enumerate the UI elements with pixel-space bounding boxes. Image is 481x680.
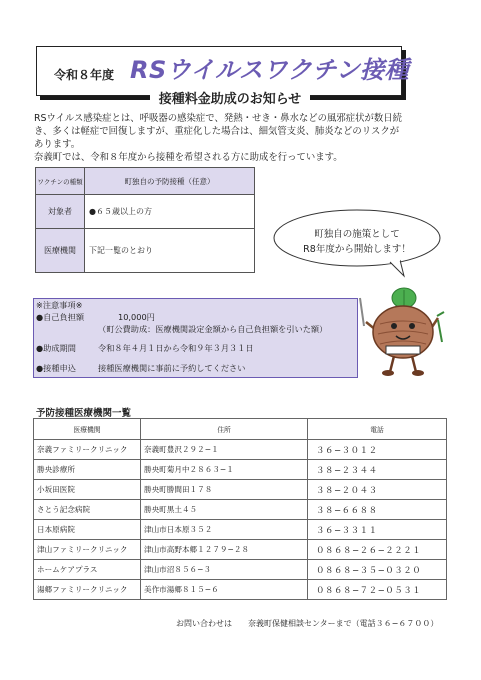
clinic-address: 奈義町豊沢２９２−１ [141,440,308,460]
clinic-list-title: 予防接種医療機関一覧 [36,408,132,419]
clinic-table [33,418,447,600]
col-header-phone: 電話 [308,419,447,440]
table-row [34,460,447,480]
clinic-address: 勝央町黒土４５ [141,500,308,520]
table-row [34,480,447,500]
clinic-phone: ３８−６６８８ [308,500,447,520]
clinic-phone: ０８６８−７２−０５３１ [308,580,447,600]
clinic-name: 勝央診療所 [34,460,141,480]
clinic-phone: ０８６８−３５−０３２０ [308,560,447,580]
intro-line-4: 奈義町では、令和８年度から接種を希望される方に助成を行っています。 [34,152,343,163]
intro-line-3: あります。 [34,139,81,150]
apply-label: ●接種申込 [36,363,76,373]
target-value: ●６５歳以上の方 [85,195,255,229]
clinic-name: 湯郷ファミリークリニック [34,580,141,600]
clinic-phone: ３６−３０１２ [308,440,447,460]
fee-label: ●自己負担額 [36,312,85,322]
apply-value: 接種医療機関に事前に予約してください [98,363,246,373]
col-header-address: 住所 [141,419,308,440]
clinic-address: 津山市日本原３５２ [141,520,308,540]
clinic-phone: ３６−３３１１ [308,520,447,540]
clinic-address: 勝央町菊月中２８６３−１ [141,460,308,480]
banner-year: 令和８年度 [54,68,115,82]
clinic-phone: ０８６８−２６−２２２１ [308,540,447,560]
period-value: 令和８年４月１日から令和９年３月３１日 [98,343,254,353]
col-header-facility: 医療機関 [34,419,141,440]
table-row [34,500,447,520]
facility-value: 下記一覧のとおり [85,229,255,273]
clinic-address: 津山市沼８５６−３ [141,560,308,580]
table-row [34,440,447,460]
mascot-illustration [358,278,448,378]
table-row [34,520,447,540]
clinic-address: 勝央町勝間田１７８ [141,480,308,500]
page-subtitle: 接種料金助成のお知らせ [150,88,310,107]
notes-heading: ※注意事項※ [36,300,83,310]
vaccine-info-table [35,167,255,273]
clinic-name: 小坂田医院 [34,480,141,500]
target-label: 対象者 [36,195,85,229]
info-header-value: 町独自の予防接種（任意） [85,168,255,195]
fee-value: 10,000円 [118,312,155,322]
facility-label: 医療機関 [36,229,85,273]
clinic-name: ホームケアプラス [34,560,141,580]
clinic-name: 奈義ファミリークリニック [34,440,141,460]
table-row [34,560,447,580]
clinic-address: 美作市湯郷８１５−６ [141,580,308,600]
table-row [34,540,447,560]
info-facility-row [36,229,255,273]
clinic-name: 津山ファミリークリニック [34,540,141,560]
info-header-type: ワクチンの種類 [36,168,85,195]
clinic-phone: ３８−２３４４ [308,460,447,480]
period-label: ●助成期間 [36,343,76,353]
contact-info: お問い合わせは 奈義町保健相談センターまで（電話３６−６７００） [176,619,439,628]
info-target-row [36,195,255,229]
intro-line-2: き、多くは軽症で回復しますが、重症化した場合は、細気管支炎、肺炎などのリスクが [34,126,400,137]
table-row [34,580,447,600]
clinic-name: 日本原病院 [34,520,141,540]
clinic-address: 津山市高野本郷１２７９−２８ [141,540,308,560]
bubble-line-1: 町独自の施策として [314,229,400,240]
clinic-name: さとう記念病院 [34,500,141,520]
bubble-line-2: R8年度から開始します！ [303,244,411,255]
clinic-phone: ３８−２０４３ [308,480,447,500]
page-title: RSウイルスワクチン接種 [130,56,410,84]
clinic-table-header [34,419,447,440]
info-header-row [36,168,255,195]
intro-line-1: RSウイルス感染症とは、呼吸器の感染症で、発熱・せき・鼻水などの風邪症状が数日続 [34,113,402,124]
fee-detail: （町公費助成：医療機関設定金額から自己負担額を引いた額） [98,324,328,334]
